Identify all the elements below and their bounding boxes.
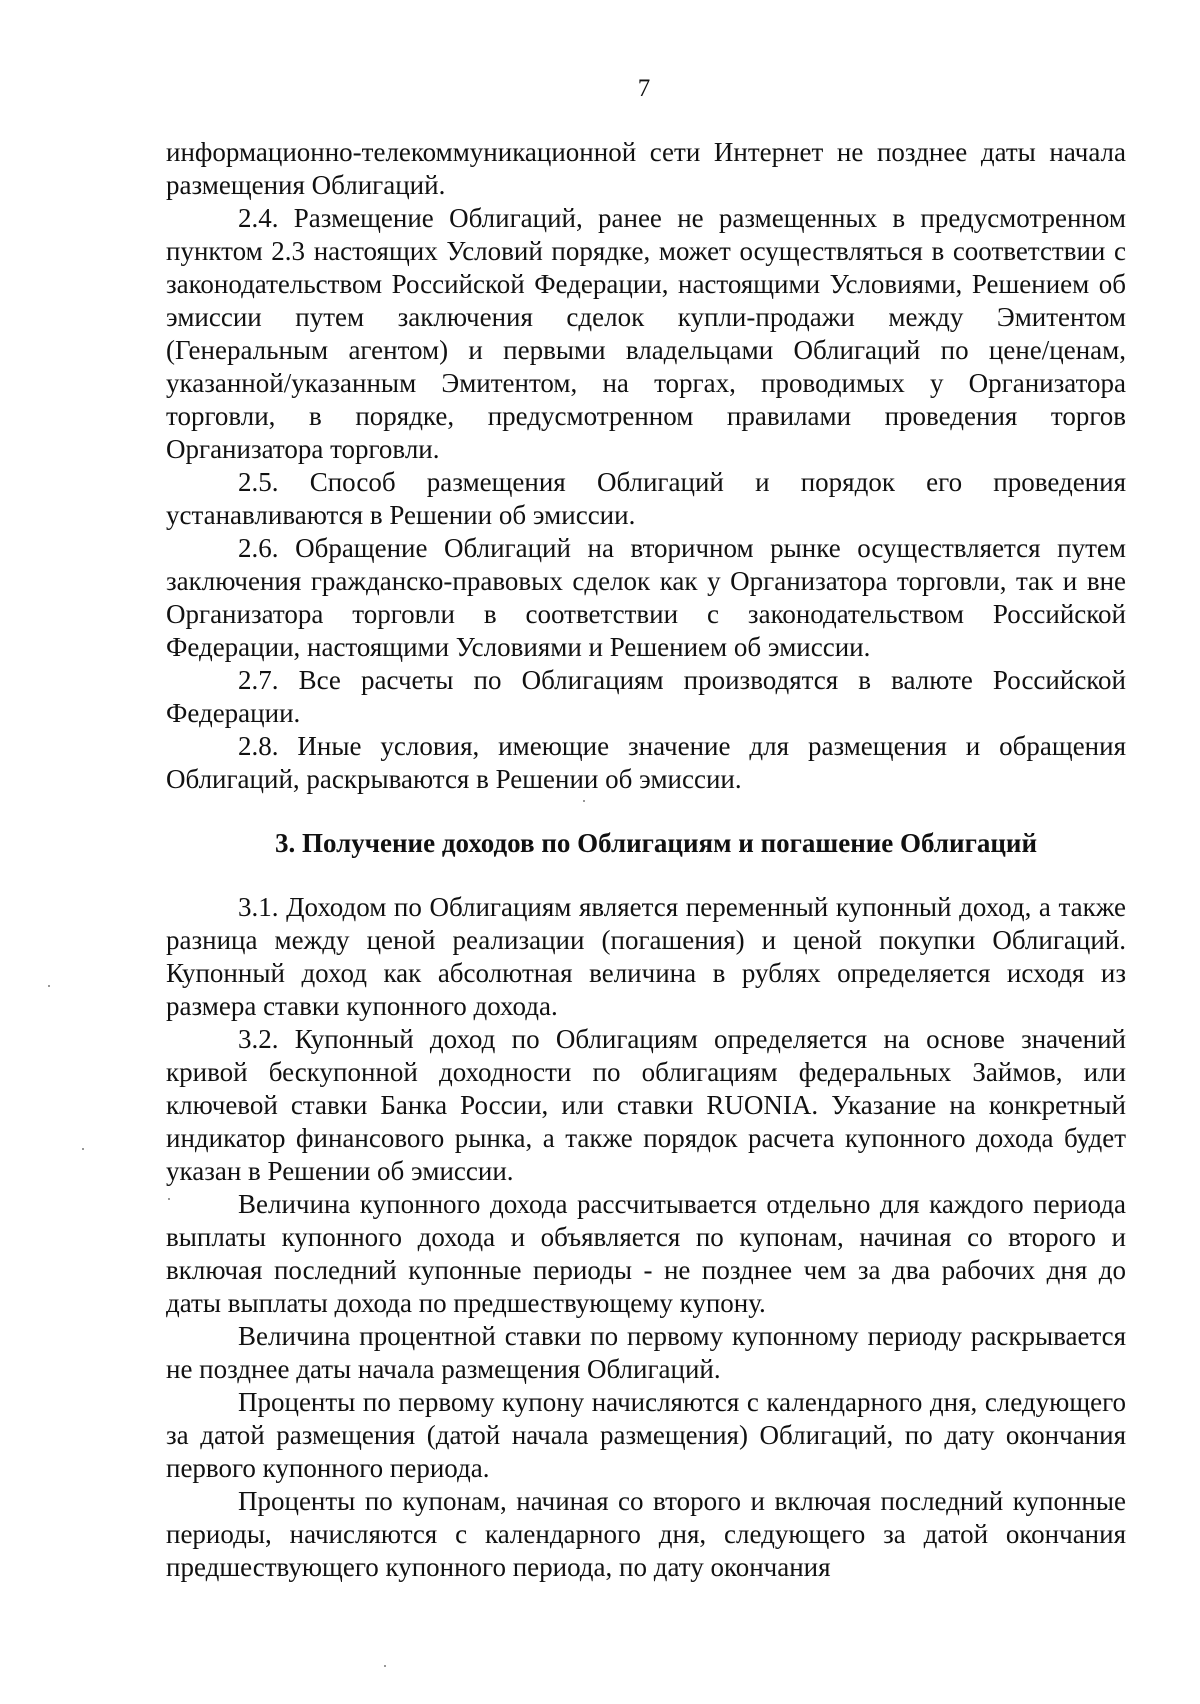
paragraph-continuation: информационно-телекоммуникационной сети Интернет не позднее даты начала размещения Облигаций. (166, 137, 1126, 200)
paragraph-first-coupon-interest: Проценты по первому купону начисляются с календарного дня, следующего за датой размещения (датой начала размещения) Облигаций, по дату окончания первого купонного периода. (166, 1387, 1126, 1483)
paragraph-2-8: 2.8. Иные условия, имеющие значение для размещения и обращения Облигаций, раскрываются в Решении об эмиссии. (166, 731, 1126, 794)
paragraph-first-coupon-rate: Величина процентной ставки по первому купонному периоду раскрывается не позднее даты начала размещения Облигаций. (166, 1321, 1126, 1384)
scan-speck (48, 985, 50, 987)
paragraph-coupon-amount: Величина купонного дохода рассчитывается отдельно для каждого периода выплаты купонного дохода и объявляется по купонам, начиная со второго и включая последний купонные периоды - не позднее чем за два рабочих дня до даты выплаты дохода по предшествующему купону. (166, 1189, 1126, 1318)
scan-speck (384, 1665, 386, 1667)
scan-speck (583, 800, 585, 802)
paragraph-3-2: 3.2. Купонный доход по Облигациям определяется на основе значений кривой бескупонной доходности по облигациям федеральных Займов, или ключевой ставки Банка России, или ставки RUONIA. Указание на конкретный индикатор финансового рынка, а также порядок расчета купонного дохода будет указан в Решении об эмиссии. (166, 1024, 1126, 1186)
paragraph-2-6: 2.6. Обращение Облигаций на вторичном рынке осуществляется путем заключения гражданско-правовых сделок как у Организатора торговли, так и вне Организатора торговли в соответствии с законодательством Российской Федерации, настоящими Условиями и Решением об эмиссии. (166, 533, 1126, 662)
paragraph-subsequent-coupons: Проценты по купонам, начиная со второго и включая последний купонные периоды, начисляются с календарного дня, следующего за датой окончания предшествующего купонного периода, по дату окончания (166, 1486, 1126, 1582)
paragraph-3-1: 3.1. Доходом по Облигациям является переменный купонный доход, а также разница между ценой реализации (погашения) и ценой покупки Облигаций. Купонный доход как абсолютная величина в рублях определяется исходя из размера ставки купонного дохода. (166, 892, 1126, 1021)
paragraph-2-4: 2.4. Размещение Облигаций, ранее не размещенных в предусмотренном пунктом 2.3 настоящих Условий порядке, может осуществляться в соответствии с законодательством Российской Федерации, настоящими Условиями, Решением об эмиссии путем заключения сделок купли-продажи между Эмитентом (Генеральным агентом) и первыми владельцами Облигаций по цене/ценам, указанной/указанным Эмитентом, на торгах, проводимых у Организатора торговли, в порядке, предусмотренном правилами проведения торгов Организатора торговли. (166, 203, 1126, 464)
paragraph-2-7: 2.7. Все расчеты по Облигациям производятся в валюте Российской Федерации. (166, 665, 1126, 728)
scan-speck (82, 1148, 84, 1150)
document-body (166, 136, 1126, 1584)
section-heading: 3. Получение доходов по Облигациям и погашение Облигаций (274, 828, 1038, 858)
paragraph-2-5: 2.5. Способ размещения Облигаций и порядок его проведения устанавливаются в Решении об эмиссии. (166, 467, 1126, 530)
page-number: 7 (637, 75, 651, 102)
scan-speck (168, 1198, 170, 1200)
